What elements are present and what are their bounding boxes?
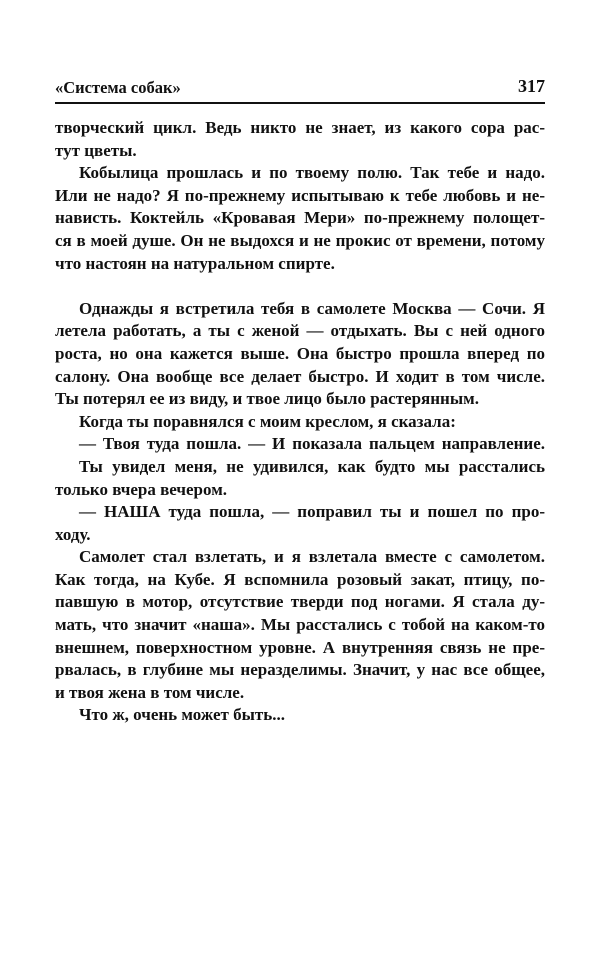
text-line: Ты потерял ее из виду, и твое лицо было растерянным.	[55, 389, 479, 409]
text-line: внешнем, поверхностном уровне. А внутренняя связь не пре-	[55, 637, 545, 657]
text-line: и твоя жена в том числе.	[55, 682, 245, 702]
text-line: Однажды я встретила тебя в самолете Москва — Сочи. Я	[79, 298, 545, 318]
text-line: мать, что значит «наша». Мы расстались с тобой на каком-то	[55, 615, 545, 635]
text-line: что настоян на натуральном спирте.	[55, 253, 335, 273]
text-line: павшую в мотор, отсутствие тверди под ногами. Я стала ду-	[55, 592, 545, 612]
text-line: ся в моей душе. Он не выдохся и не прокис от времени, потому	[55, 230, 545, 250]
text-line: ходу.	[55, 524, 91, 544]
running-title: «Система собак»	[55, 78, 181, 97]
text-line: салону. Она вообще все делает быстро. И ходит в том числе.	[55, 366, 545, 386]
text-line: — НАША туда пошла, — поправил ты и пошел по про-	[79, 502, 545, 522]
running-header	[55, 78, 545, 104]
text-line: нависть. Коктейль «Кровавая Мери» по-прежнему полощет-	[55, 208, 545, 228]
text-line: Или не надо? Я по-прежнему испытываю к тебе любовь и не-	[55, 185, 545, 205]
text-line: роста, но она кажется выше. Она быстро прошла вперед по	[55, 343, 545, 363]
section-break	[55, 275, 545, 298]
body-text	[55, 117, 545, 727]
text-line: творческий цикл. Ведь никто не знает, из какого сора рас-	[55, 118, 545, 137]
text-line: Кобылица прошлась и по твоему полю. Так тебе и надо.	[79, 163, 545, 183]
text-line: Как тогда, на Кубе. Я вспомнила розовый закат, птицу, по-	[55, 569, 545, 589]
text-line: — Твоя туда пошла. — И показала пальцем направление.	[79, 434, 545, 454]
text-line: летела работать, а ты с женой — отдыхать. Вы с ней одного	[55, 321, 545, 341]
text-line: Самолет стал взлетать, и я взлетала вместе с самолетом.	[79, 547, 545, 567]
page-number: 317	[518, 76, 545, 96]
text-line: только вчера вечером.	[55, 479, 228, 499]
text-line: рвалась, в глубине мы неразделимы. Значит, у нас все общее,	[55, 660, 545, 680]
text-line: тут цветы.	[55, 140, 137, 160]
text-line: Ты увидел меня, не удивился, как будто мы расстались	[79, 456, 545, 476]
text-line: Когда ты поравнялся с моим креслом, я сказала:	[79, 411, 456, 431]
text-line: Что ж, очень может быть...	[79, 705, 285, 725]
